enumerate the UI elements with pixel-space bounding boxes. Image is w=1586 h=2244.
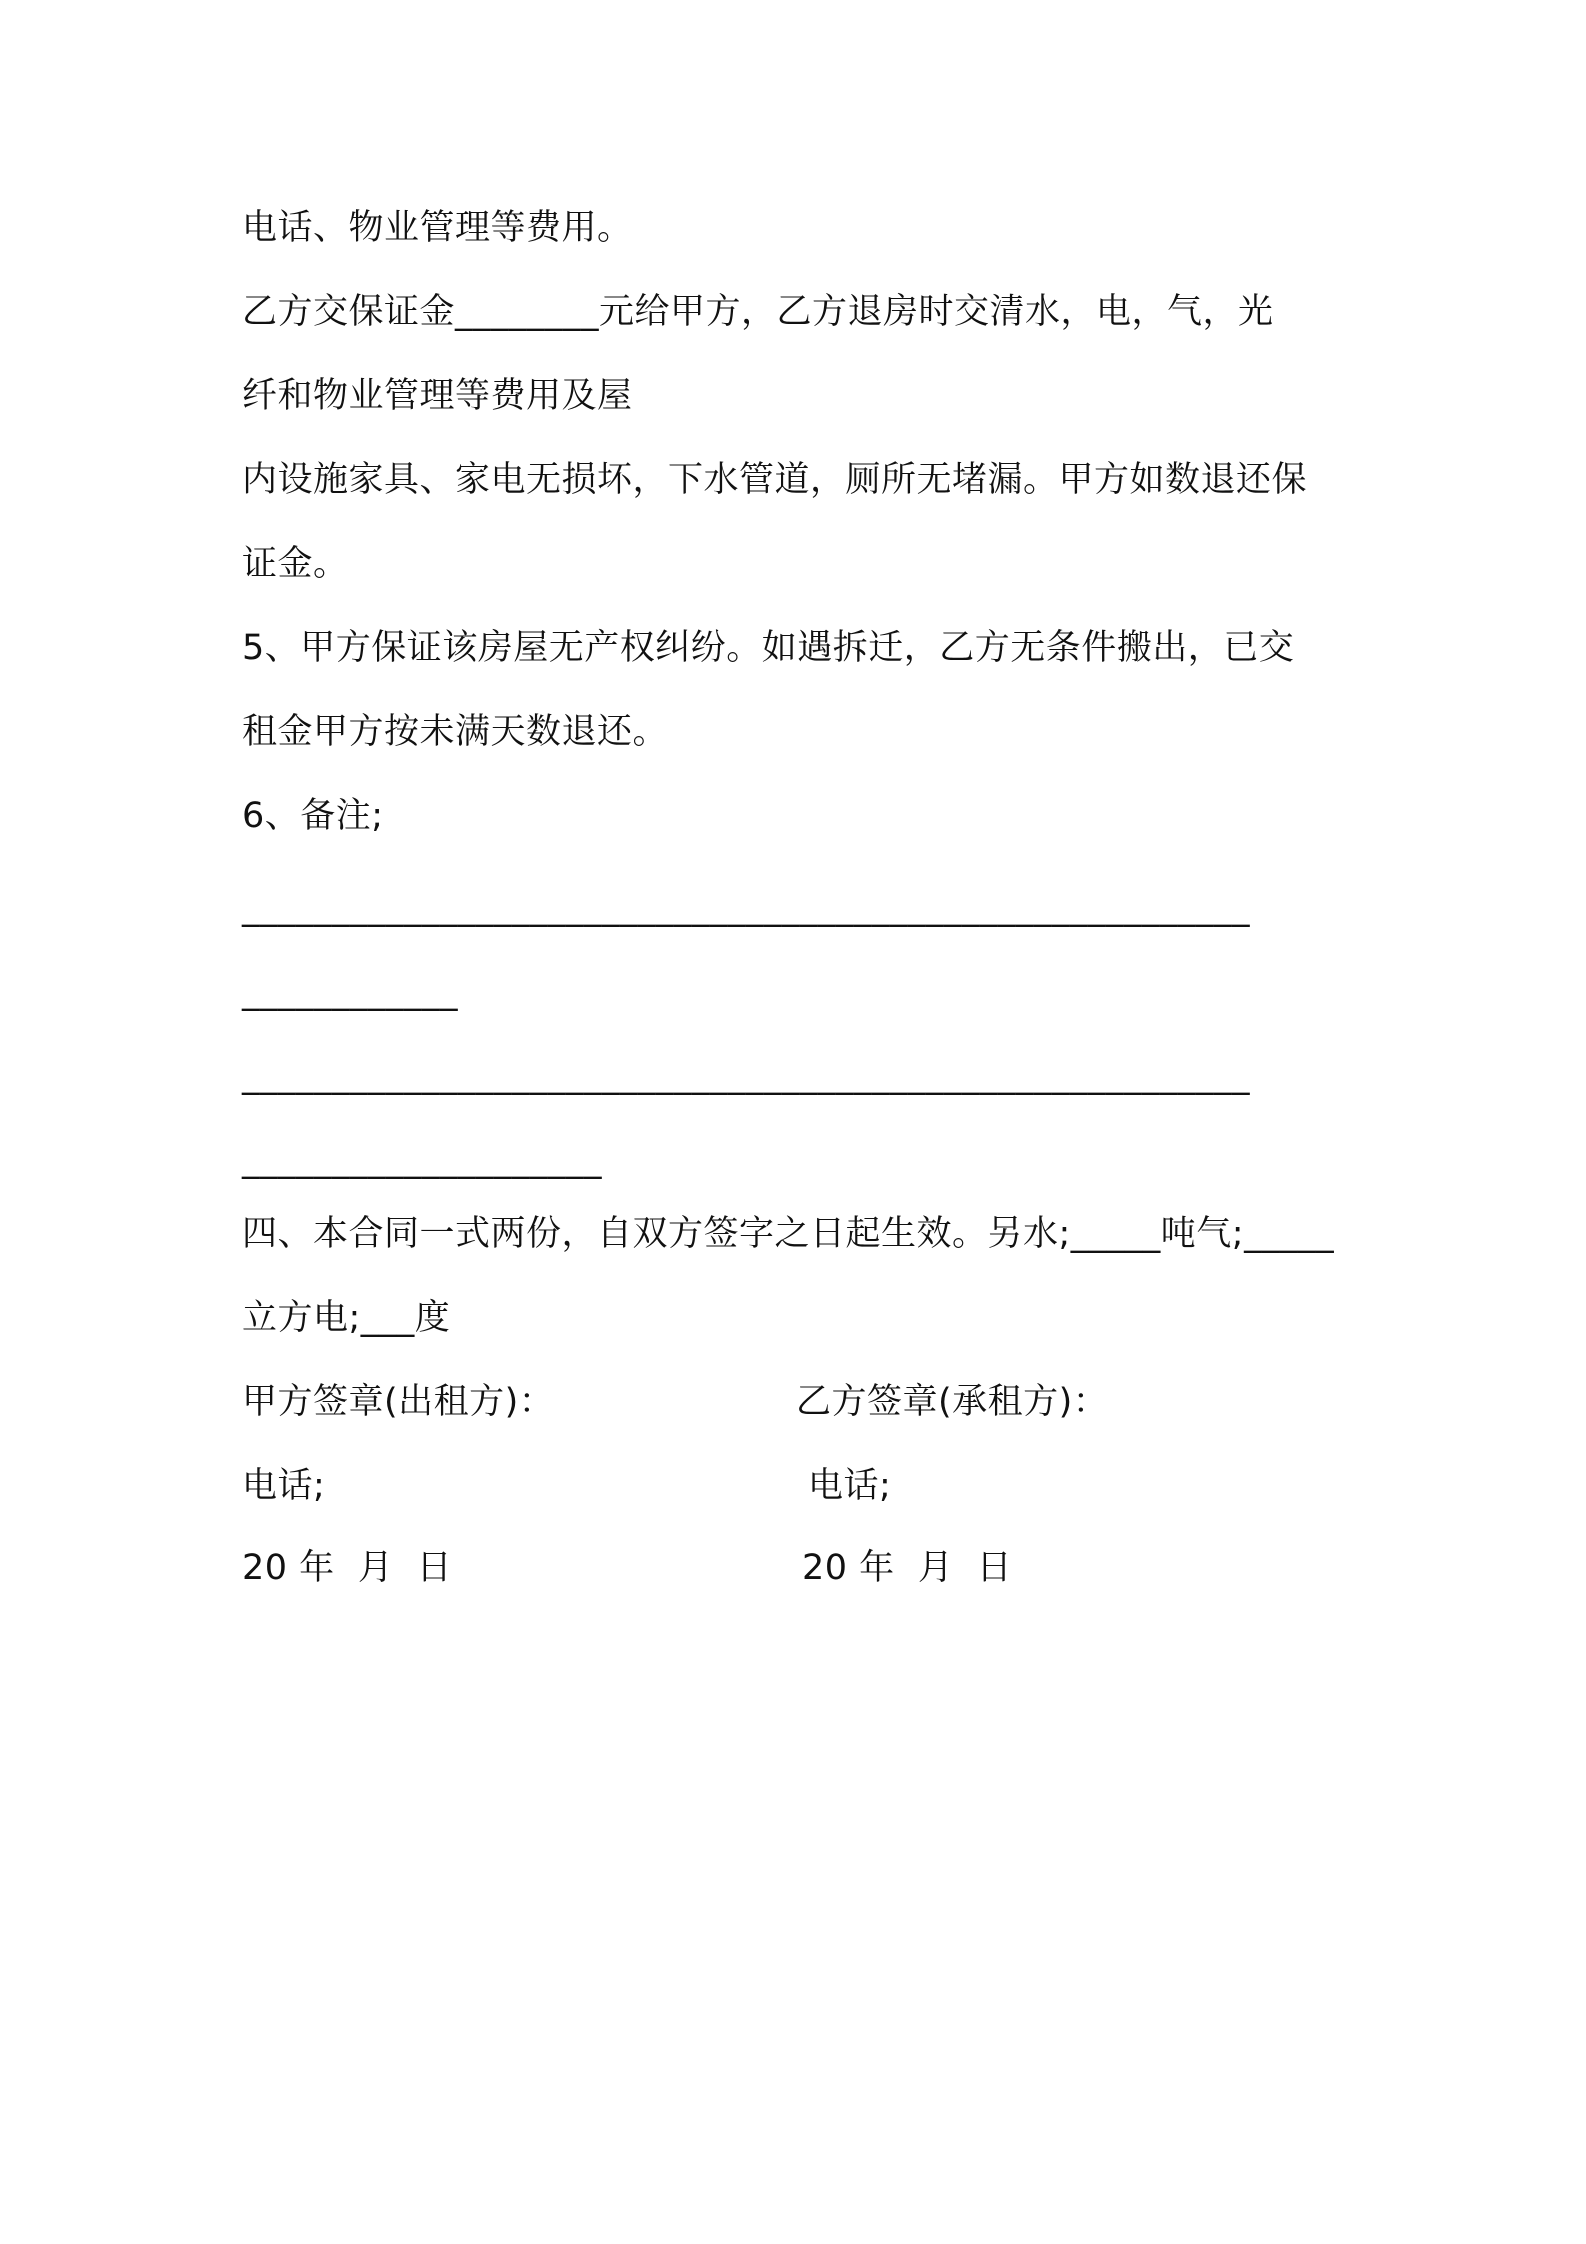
- text-line-clause-4: 四、本合同一式两份，自双方签字之日起生效。另水;_____吨气;_____: [242, 1214, 1335, 1254]
- party-a-seal-label: 甲方签章(出租方)：: [242, 1382, 555, 1422]
- blank-line-remarks-4: ____________________: [242, 1140, 602, 1180]
- text-line-deposit: 乙方交保证金________元给甲方，乙方退房时交清水，电，气，光: [242, 292, 1274, 332]
- blank-line-remarks-1: ________________________________________________________: [242, 888, 1250, 928]
- party-b-date-label: 20 年 月 日: [802, 1548, 1013, 1588]
- text-line-facilities: 内设施家具、家电无损坏，下水管道，厕所无堵漏。甲方如数退还保: [242, 460, 1308, 500]
- text-line-clause-6: 6、备注;: [242, 796, 384, 836]
- party-a-phone-label: 电话;: [242, 1466, 326, 1506]
- text-line-clause-4-cont: 立方电;___度: [242, 1298, 451, 1338]
- blank-line-remarks-2: ____________: [242, 972, 458, 1012]
- text-line-deposit-return: 证金。: [242, 544, 349, 584]
- party-b-seal-label: 乙方签章(承租方)：: [796, 1382, 1109, 1422]
- text-line-clause-5: 5、甲方保证该房屋无产权纠纷。如遇拆迁，乙方无条件搬出，已交: [242, 628, 1295, 668]
- blank-line-remarks-3: ________________________________________________________: [242, 1056, 1250, 1096]
- party-a-date-label: 20 年 月 日: [242, 1548, 453, 1588]
- party-b-phone-label: 电话;: [808, 1466, 892, 1506]
- text-line-deposit-cont: 纤和物业管理等费用及屋: [242, 376, 633, 416]
- text-line-clause-5-cont: 租金甲方按未满天数退还。: [242, 712, 669, 752]
- text-line-fees-end: 电话、物业管理等费用。: [242, 208, 633, 248]
